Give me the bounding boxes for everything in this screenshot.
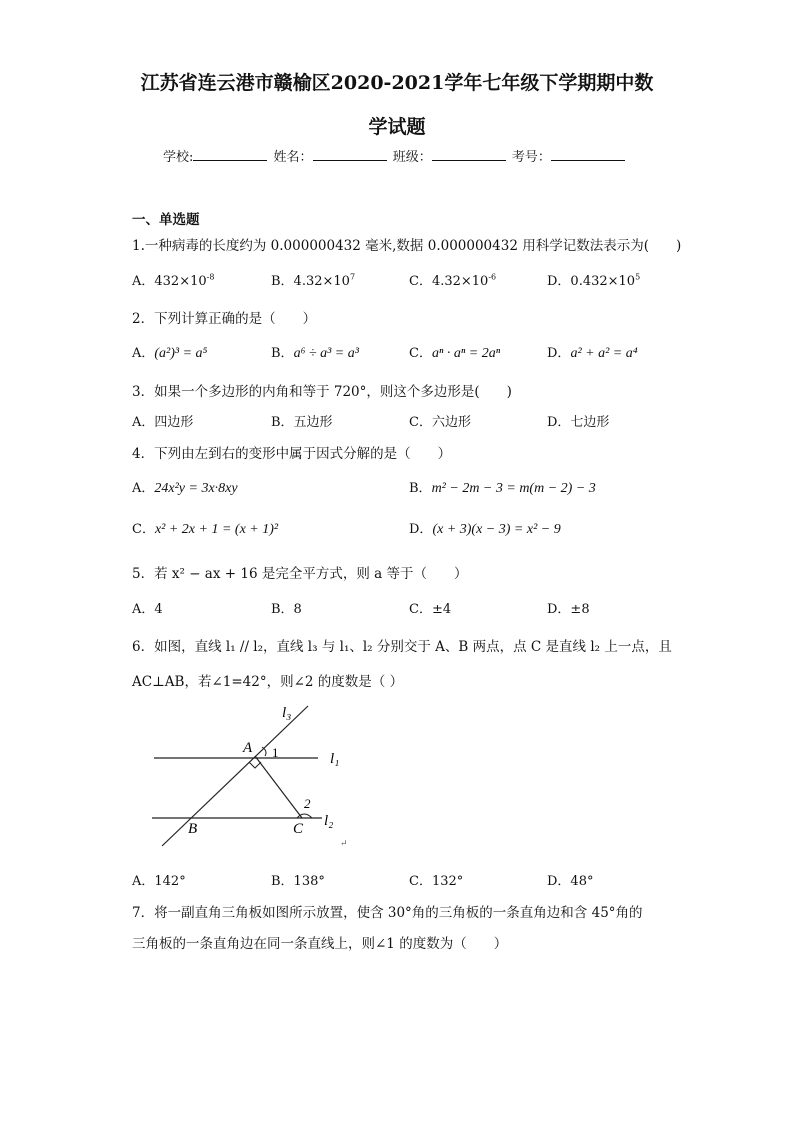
label-l2: l₂ xyxy=(324,813,334,829)
question-7-line1: 7．将一副直角三角板如图所示放置，使含 30°角的三角板的一条直角边和含 45°角的 xyxy=(132,905,643,921)
q6-figure xyxy=(140,700,360,860)
label-angle-1: 1 xyxy=(272,745,279,760)
paragraph-mark: ↵ xyxy=(340,838,348,848)
q5-option-a: A．4 xyxy=(132,602,163,617)
q4-option-a: A．24x²y = 3x·8xy xyxy=(132,481,238,496)
name-blank[interactable] xyxy=(313,148,387,161)
q4-option-b: B．m² − 2m − 3 = m(m − 2) − 3 xyxy=(409,481,596,496)
segment-ac xyxy=(255,756,302,818)
student-info-row xyxy=(163,146,627,165)
q2-option-b: B．a⁶ ÷ a³ = a³ xyxy=(271,346,359,361)
class-label: 班级： xyxy=(392,150,432,165)
q1-option-b: B．$4.32\times 10^7$ xyxy=(271,272,356,289)
label-l1: l₁ xyxy=(330,751,340,767)
q6-option-d: D．48° xyxy=(547,874,594,889)
q3-option-c: C．六边形 xyxy=(409,415,471,430)
school-label: 学校: xyxy=(163,150,194,165)
school-blank[interactable] xyxy=(193,148,267,161)
q3-option-a: A．四边形 xyxy=(132,415,194,430)
q2-option-c: C．aⁿ · aⁿ = 2aⁿ xyxy=(409,346,501,361)
label-c: C xyxy=(293,821,304,837)
page-title-line2: 学试题 xyxy=(368,116,426,138)
q1-option-c: C．$4.32\times 10^{-6}$ xyxy=(409,272,497,289)
q2-option-a: A．(a²)³ = a⁵ xyxy=(132,346,208,361)
line-l3 xyxy=(162,706,308,846)
q5-option-c: C．±4 xyxy=(409,602,452,617)
question-7-line2: 三角板的一条直角边在同一条直线上，则∠1 的度数为（ ） xyxy=(132,936,508,952)
page-title-line1: 江苏省连云港市赣榆区2020-2021学年七年级下学期期中数 xyxy=(140,72,654,94)
question-6-line1: 6．如图，直线 l₁ // l₂，直线 l₃ 与 l₁、l₂ 分别交于 A、B 两点，点 C 是直线 l₂ 上一点，且 xyxy=(132,639,672,655)
right-angle-mark xyxy=(249,762,261,768)
number-blank[interactable] xyxy=(551,148,625,161)
angle-1-arc xyxy=(262,747,266,756)
question-6-line2: AC⊥AB，若∠1=42°，则∠2 的度数是（ ） xyxy=(132,674,404,690)
label-a: A xyxy=(243,740,253,756)
question-4-text: 4．下列由左到右的变形中属于因式分解的是（ ） xyxy=(132,446,452,462)
section-title: 一、单选题 xyxy=(132,212,200,228)
question-3-text: 3．如果一个多边形的内角和等于 720°，则这个多边形是( ) xyxy=(132,384,512,400)
label-l3: l₃ xyxy=(282,705,292,721)
q5-option-b: B．8 xyxy=(271,602,302,617)
class-blank[interactable] xyxy=(432,148,506,161)
label-b: B xyxy=(188,821,198,837)
q4-option-c: C．x² + 2x + 1 = (x + 1)² xyxy=(132,522,279,537)
q6-option-c: C．132° xyxy=(409,874,464,889)
number-label: 考号： xyxy=(511,150,551,165)
q1-option-d: D．$0.432\times 10^5$ xyxy=(547,272,641,289)
q4-option-d: D．(x + 3)(x − 3) = x² − 9 xyxy=(409,522,561,537)
question-5-text: 5．若 x² − ax + 16 是完全平方式，则 a 等于（ ） xyxy=(132,566,468,582)
name-label: 姓名： xyxy=(273,150,313,165)
q6-option-b: B．138° xyxy=(271,874,325,889)
q6-option-a: A．142° xyxy=(132,874,186,889)
q1-option-a: A．$432\times 10^{-8}$ xyxy=(132,272,215,289)
q2-option-d: D．a² + a² = a⁴ xyxy=(547,346,638,361)
question-2-text: 2．下列计算正确的是（ ） xyxy=(132,311,317,327)
label-angle-2: 2 xyxy=(304,796,311,811)
q5-option-d: D．±8 xyxy=(547,602,590,617)
q3-option-b: B．五边形 xyxy=(271,415,333,430)
question-1-text: 1.一种病毒的长度约为 0.000000432 毫米,数据 0.000000432 用科学记数法表示为( ) xyxy=(132,238,682,254)
q3-option-d: D．七边形 xyxy=(547,415,610,430)
